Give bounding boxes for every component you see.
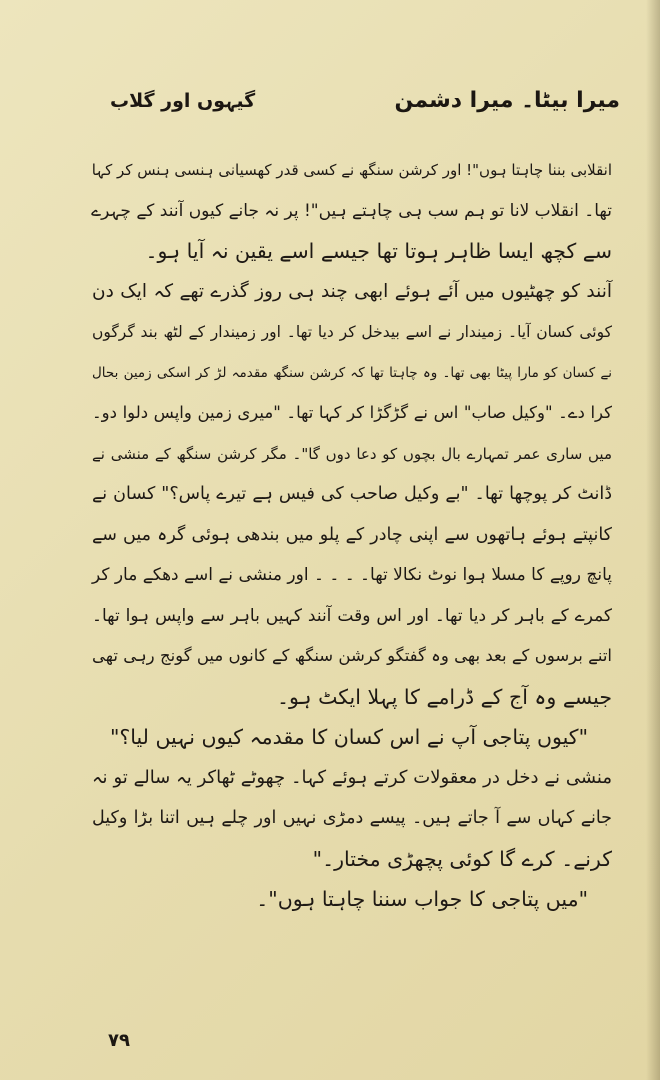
text-line: تھا۔ انقلاب لانا تو ہم سب ہی چاہتے ہیں"! پر نہ جانے کیوں آنند کے چہرے bbox=[91, 200, 612, 221]
page-number: ۷۹ bbox=[108, 1030, 130, 1051]
text-line: جانے کہاں سے آ جاتے ہیں۔ پیسے دمڑی نہیں اور چلے ہیں اتنا بڑا وکیل bbox=[92, 808, 612, 828]
text-line: کرنے۔ کرے گا کوئی پچھڑی مختار۔" bbox=[312, 846, 612, 871]
text-line: اتنے برسوں کے بعد بھی وہ گفتگو کرشن سنگھ کے کانوں میں گونج رہی تھی bbox=[92, 646, 612, 665]
body-text bbox=[92, 150, 612, 920]
text-line: کرا دے۔ "وکیل صاب" اس نے گڑگڑا کر کہا تھا۔ "میری زمین واپس دلوا دو۔ bbox=[92, 403, 612, 422]
running-title: میرا بیٹا۔ میرا دشمن bbox=[394, 88, 620, 113]
text-line: جیسے وہ آج کے ڈرامے کا پہلا ایکٹ ہو۔ bbox=[276, 684, 612, 709]
text-line: "کیوں پتاجی آپ نے اس کسان کا مقدمہ کیوں نہیں لیا؟" bbox=[109, 725, 588, 749]
text-line: انقلابی بننا چاہتا ہوں"! اور کرشن سنگھ نے کسی قدر کھسیانی ہنسی ہنس کر کہا bbox=[91, 161, 612, 179]
page-header bbox=[110, 88, 620, 128]
text-line: سے کچھ ایسا ظاہر ہوتا تھا جیسے اسے یقین نہ آیا ہو۔ bbox=[145, 239, 612, 263]
text-line: کوئی کسان آیا۔ زمیندار نے اسے بیدخل کر دیا تھا۔ اور زمیندار کے لٹھ بند گرگوں bbox=[92, 323, 612, 341]
text-line: آنند کو چھٹیوں میں آئے ہوئے ابھی چند ہی روز گذرے تھے کہ ایک دن bbox=[92, 280, 612, 302]
text-line: کمرے کے باہر کر دیا تھا۔ اور اس وقت آنند کہیں باہر سے واپس ہوا تھا۔ bbox=[92, 605, 612, 626]
text-line: ڈانٹ کر پوچھا تھا۔ "بے وکیل صاحب کی فیس ہے تیرے پاس؟" کسان نے bbox=[92, 484, 612, 504]
book-title: گیہوں اور گلاب bbox=[110, 90, 256, 112]
text-line: کانپتے ہوئے ہاتھوں سے اپنی چادر کے پلو میں بندھی ہوئی گرہ میں سے bbox=[92, 524, 612, 545]
text-line: میں ساری عمر تمہارے بال بچوں کو دعا دوں گا"۔ مگر کرشن سنگھ کے منشی نے bbox=[92, 444, 612, 463]
text-line: "میں پتاجی کا جواب سننا چاہتا ہوں"۔ bbox=[256, 887, 588, 911]
text-line: منشی نے دخل در معقولات کرتے ہوئے کہا۔ چھوٹے ٹھاکر یہ سالے تو نہ bbox=[92, 766, 612, 788]
page-edge-shadow bbox=[646, 0, 660, 1080]
text-line: پانچ روپے کا مسلا ہوا نوٹ نکالا تھا۔ ۔ ۔ ۔ اور منشی نے اسے دھکے مار کر bbox=[91, 565, 612, 585]
text-line: نے کسان کو مارا پیٹا بھی تھا۔ وہ چاہتا تھا کہ کرشن سنگھ مقدمہ لڑ کر اسکی زمین بحال bbox=[92, 364, 612, 381]
